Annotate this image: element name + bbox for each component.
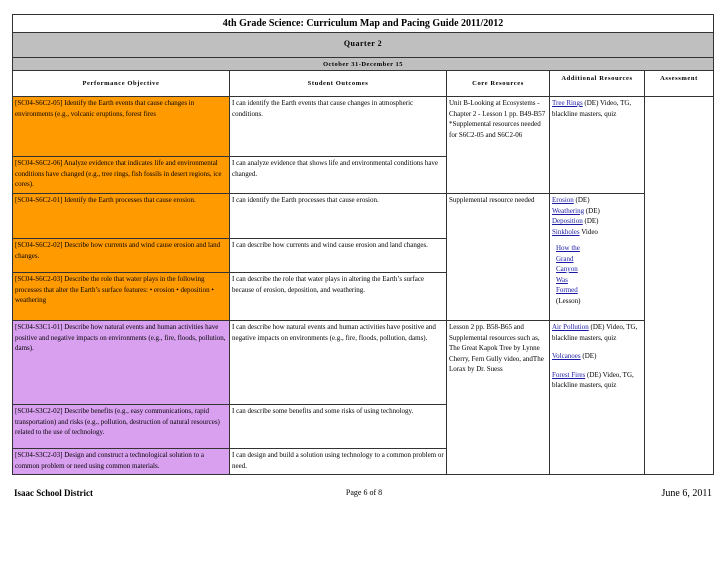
air-pollution-link[interactable]: Air Pollution — [552, 323, 589, 331]
grand-canyon-link-line4[interactable]: Was — [556, 275, 568, 284]
additional-resources-cell — [550, 97, 645, 194]
resource-desc: (DE) Video, TG, blackline masters, quiz — [552, 370, 634, 389]
objective-cell: [SC04-S6C2-05] Identify the Earth events that cause changes in environments (e.g., volcanic eruptions, forest fires — [13, 97, 230, 157]
assessment-cell — [645, 97, 713, 474]
core-resources-cell: Supplemental resource needed — [447, 194, 550, 321]
col-assessment: Assessment — [645, 71, 713, 97]
grand-canyon-link-line1[interactable]: How the — [556, 244, 580, 252]
quarter-label: Quarter 2 — [343, 39, 383, 48]
volcanoes-link[interactable]: Volcanoes — [552, 352, 581, 360]
document-title: 4th Grade Science: Curriculum Map and Pacing Guide 2011/2012 — [13, 15, 713, 33]
outcome-cell: I can identify the Earth processes that cause erosion. — [230, 194, 447, 239]
quarter-header — [13, 33, 713, 71]
outcome-cell: I can describe how natural events and human activities have positive and negative impacts on environments (e.g., fire, floods, pollution, dams). — [230, 321, 447, 405]
resource-desc: (DE) — [573, 196, 590, 204]
outcome-cell: I can analyze evidence that shows life and environmental conditions have changed. — [230, 157, 447, 194]
deposition-link[interactable]: Deposition — [552, 217, 583, 225]
core-resources-cell: Unit B-Looking at Ecosystems - Chapter 2 - Lesson 1 pp. B49-B57 *Supplemental resources needed for S6C2-05 and S6C2-06 — [447, 97, 550, 194]
forest-fires-link[interactable]: Forest Fires — [552, 370, 586, 379]
page-number: Page 6 of 8 — [345, 488, 383, 497]
resource-desc: (Lesson) — [556, 296, 581, 305]
resource-desc: Video — [579, 227, 598, 236]
objective-cell: [SC04-S6C2-02] Describe how currents and wind cause erosion and land changes. — [13, 239, 230, 273]
col-performance-objective: Performance Objective — [13, 71, 230, 97]
objective-cell: [SC04-S3C1-01] Describe how natural events and human activities have positive and negative impacts on environments (e.g., fire, floods, pollution, dams). — [13, 321, 230, 405]
outcome-cell: I can identify the Earth events that cause changes in atmospheric conditions. — [230, 97, 447, 157]
erosion-link[interactable]: Erosion — [552, 196, 574, 204]
col-core-resources: Core Resources — [447, 71, 550, 97]
resource-desc: (DE) — [584, 206, 600, 215]
outcome-cell: I can describe how currents and wind cause erosion and land changes. — [230, 239, 447, 273]
resource-desc: (DE) Video, TG, blackline masters, quiz — [552, 323, 638, 342]
curriculum-table — [12, 14, 714, 475]
col-additional-resources: Additional Resources — [550, 71, 645, 97]
document-date: June 6, 2011 — [661, 488, 712, 499]
outcome-cell: I can design and build a solution using technology to a common problem or need. — [230, 449, 447, 474]
additional-resources-cell — [550, 321, 645, 474]
resource-desc: (DE) — [582, 217, 599, 225]
outcome-cell: I can describe the role that water plays in altering the Earth’s surface because of erosion, deposition, and weathering. — [230, 273, 447, 321]
objective-cell: [SC04-S3C2-03] Design and construct a technological solution to a common problem or need using common materials. — [13, 449, 230, 474]
objective-cell: [SC04-S3C2-02] Describe benefits (e.g., easy communications, rapid transportation) and risks (e.g., pollution, destruction of natural resources) related to the use of technology. — [13, 405, 230, 449]
outcome-cell: I can describe some benefits and some risks of using technology. — [230, 405, 447, 449]
objective-cell: [SC04-S6C2-01] Identify the Earth processes that cause erosion. — [13, 194, 230, 239]
objective-cell: [SC04-S6C2-03] Describe the role that water plays in the following processes that alter the Earth’s surface features: • erosion • deposition • weathering — [13, 273, 230, 321]
tree-rings-link[interactable]: Tree Rings — [552, 99, 583, 107]
weathering-link[interactable]: Weathering — [552, 206, 585, 215]
objective-cell: [SC04-S6C2-06] Analyze evidence that indicates life and environmental conditions have changed (e.g., tree rings, fish fossils in desert regions, ice cores). — [13, 157, 230, 194]
resource-desc: (DE) — [580, 352, 597, 360]
district-name: Isaac School District — [14, 488, 93, 498]
sinkholes-link[interactable]: Sinkholes — [552, 227, 580, 236]
quarter-dates: October 31-December 15 — [13, 57, 713, 71]
col-student-outcomes: Student Outcomes — [230, 71, 447, 97]
grand-canyon-link-line3[interactable]: Canyon — [556, 265, 578, 273]
grand-canyon-link-line2[interactable]: Grand — [556, 254, 574, 263]
additional-resources-cell — [550, 194, 645, 321]
resource-desc: (DE) Video, TG, blackline masters, quiz — [552, 99, 632, 118]
grand-canyon-link-line5[interactable]: Formed — [556, 286, 578, 294]
core-resources-cell: Lesson 2 pp. B58-B65 and Supplemental resources such as, The Great Kapok Tree by Lynne Cherry, Fern Gully video, andThe Lorax by Dr. Suess — [447, 321, 550, 474]
